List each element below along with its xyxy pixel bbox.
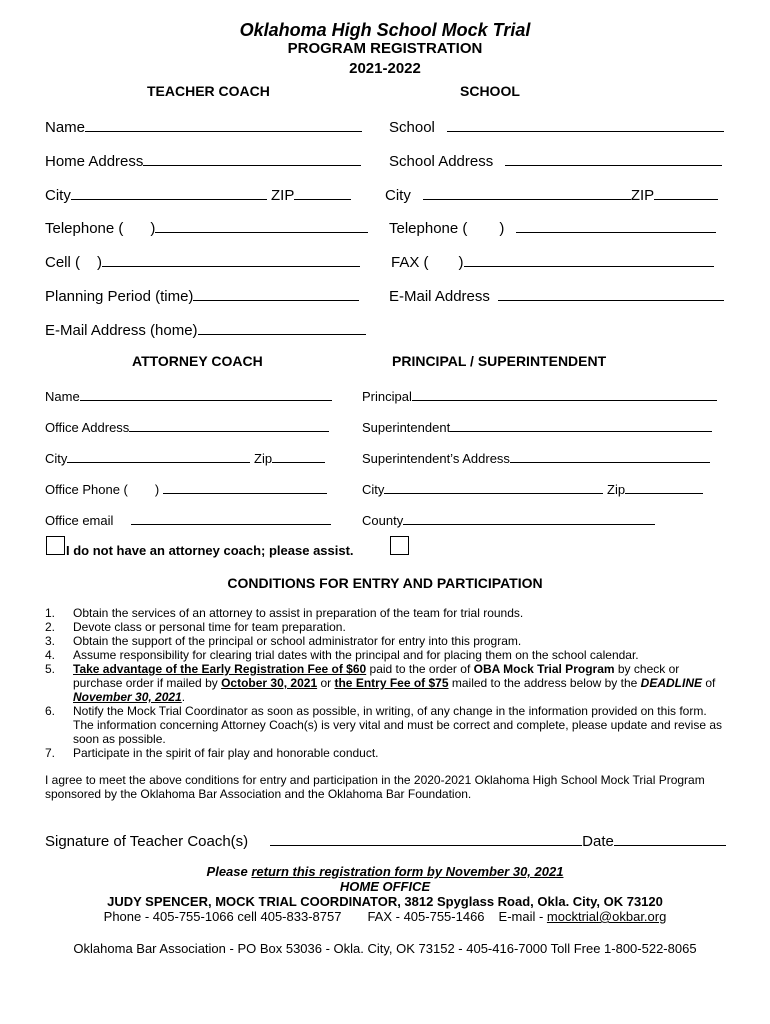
email-link[interactable]: mocktrial@okbar.org <box>546 909 667 924</box>
attorney-city-zip-field[interactable] <box>45 450 325 466</box>
teacher-city-zip-field[interactable] <box>45 185 351 204</box>
attorney-office-phone-paren: ) <box>154 482 160 497</box>
condition-item <box>45 662 725 704</box>
entry-fee-text: the Entry Fee of $75 <box>334 676 449 690</box>
superintendent-address-label: Superintendent’s Address <box>362 451 510 466</box>
school-telephone-field[interactable] <box>389 218 716 237</box>
condition-item <box>45 620 725 634</box>
school-fax-paren: ) <box>458 254 464 271</box>
attorney-coach-heading: ATTORNEY COACH <box>132 353 263 369</box>
school-zip-label: ZIP <box>630 187 655 204</box>
attorney-office-phone-label: Office Phone ( <box>45 482 128 497</box>
principal-heading: PRINCIPAL / SUPERINTENDENT <box>392 353 607 369</box>
school-email-label: E-Mail Address <box>389 288 490 305</box>
teacher-zip-label: ZIP <box>271 187 295 204</box>
teacher-telephone-paren: ) <box>150 220 156 237</box>
oba-address: Oklahoma Bar Association - PO Box 53036 - Okla. City, OK 73152 - 405-416-7000 Toll Free 1-800-522-8065 <box>73 941 697 956</box>
attorney-name-field[interactable] <box>45 388 332 404</box>
condition-text: of <box>702 676 716 690</box>
no-attorney-label: I do not have an attorney coach; please assist. <box>66 543 354 558</box>
condition-item <box>45 634 725 648</box>
teacher-name-label: Name <box>45 119 86 136</box>
conditions-heading: CONDITIONS FOR ENTRY AND PARTICIPATION <box>227 575 543 591</box>
signature-field[interactable] <box>45 831 726 850</box>
signature-label: Signature of Teacher Coach(s) <box>45 833 249 850</box>
school-fax-field[interactable] <box>391 252 714 271</box>
condition-number: 1. <box>45 606 56 620</box>
teacher-email-home-field[interactable] <box>45 320 366 339</box>
teacher-home-address-label: Home Address <box>45 153 144 170</box>
condition-text: paid to the order of <box>366 662 474 676</box>
attorney-office-phone-field[interactable] <box>45 481 327 497</box>
principal-city-label: City <box>362 482 385 497</box>
school-heading: SCHOOL <box>460 83 520 99</box>
form-title: Oklahoma High School Mock Trial <box>239 20 531 40</box>
condition-text: Obtain the support of the principal or school administrator for entry into this program. <box>73 634 522 648</box>
superintendent-address-field[interactable] <box>362 450 710 466</box>
condition-item <box>45 704 725 746</box>
attorney-office-address-field[interactable] <box>45 419 329 435</box>
no-attorney-checkbox-2[interactable] <box>390 536 409 555</box>
condition-number: 5. <box>45 662 56 676</box>
county-label: County <box>362 513 404 528</box>
condition-item <box>45 648 725 662</box>
school-address-field[interactable] <box>389 151 722 170</box>
teacher-cell-label: Cell ( <box>45 254 81 271</box>
condition-item <box>45 606 725 620</box>
date-label: Date <box>582 833 614 850</box>
return-instruction <box>0 864 770 879</box>
condition-number: 7. <box>45 746 56 760</box>
early-deadline-date: October 30, 2021 <box>221 676 318 690</box>
payee-name: OBA Mock Trial Program <box>473 662 615 676</box>
attorney-office-email-label: Office email <box>45 513 114 528</box>
school-telephone-paren: ) <box>499 220 505 237</box>
home-office-label: HOME OFFICE <box>339 879 431 894</box>
school-city-label: City <box>385 187 411 204</box>
school-name-field[interactable] <box>389 117 724 136</box>
condition-text: Assume responsibility for clearing trial dates with the principal and for placing them on the school calendar. <box>73 648 639 662</box>
superintendent-field[interactable] <box>362 419 712 435</box>
condition-number: 2. <box>45 620 56 634</box>
school-city-zip-field[interactable] <box>385 185 718 204</box>
agreement-text: I agree to meet the above conditions for entry and participation in the 2020-2021 Oklahoma High School Mock Trial Program sponsored by the Oklahoma Bar Association and the Oklahoma Bar Foundation. <box>45 773 705 801</box>
contact-line <box>0 909 770 924</box>
coordinator-address: JUDY SPENCER, MOCK TRIAL COORDINATOR, 3812 Spyglass Road, Okla. City, OK 73120 <box>107 894 663 909</box>
school-name-label: School <box>389 119 435 136</box>
condition-text: Participate in the spirit of fair play and honorable conduct. <box>73 746 379 760</box>
no-attorney-checkbox[interactable] <box>46 536 65 555</box>
condition-item <box>45 746 725 760</box>
condition-text: by check or purchase order if mailed by <box>73 662 680 690</box>
condition-text: . <box>181 690 186 704</box>
principal-label: Principal <box>362 389 412 404</box>
deadline-label: DEADLINE <box>640 676 702 690</box>
condition-text: Obtain the services of an attorney to assist in preparation of the team for trial rounds. <box>73 606 524 620</box>
teacher-planning-label: Planning Period (time) <box>45 288 194 305</box>
condition-text: or <box>317 676 335 690</box>
superintendent-label: Superintendent <box>362 420 451 435</box>
school-address-label: School Address <box>389 153 494 170</box>
attorney-name-label: Name <box>45 389 80 404</box>
condition-text: Devote class or personal time for team preparation. <box>73 620 346 634</box>
teacher-email-home-label: E-Mail Address (home) <box>45 322 198 339</box>
teacher-city-label: City <box>45 187 71 204</box>
early-fee-text: Take advantage of the Early Registration Fee of $60 <box>73 662 367 676</box>
phone-numbers: Phone - 405-755-1066 cell 405-833-8757 <box>103 909 342 924</box>
teacher-telephone-label: Telephone ( <box>45 220 124 237</box>
principal-zip-label: Zip <box>607 482 626 497</box>
condition-text: mailed to the address below by the <box>448 676 641 690</box>
school-email-field[interactable] <box>389 286 724 305</box>
principal-city-zip-field[interactable] <box>362 481 703 497</box>
teacher-planning-field[interactable] <box>45 286 359 305</box>
school-telephone-label: Telephone ( <box>389 220 468 237</box>
teacher-home-address-field[interactable] <box>45 151 361 170</box>
school-fax-label: FAX ( <box>391 254 429 271</box>
teacher-telephone-field[interactable] <box>45 218 368 237</box>
form-subtitle: PROGRAM REGISTRATION <box>287 40 483 57</box>
principal-field[interactable] <box>362 388 717 404</box>
return-prefix: Please <box>206 864 252 879</box>
condition-number: 3. <box>45 634 56 648</box>
teacher-name-field[interactable] <box>45 117 362 136</box>
return-deadline: return this registration form by November 30, 2021 <box>251 864 564 879</box>
attorney-office-address-label: Office Address <box>45 420 130 435</box>
email-prefix: E-mail - <box>498 909 547 924</box>
condition-number: 4. <box>45 648 56 662</box>
deadline-date: November 30, 2021 <box>73 690 182 704</box>
conditions-list <box>45 606 725 760</box>
attorney-city-label: City <box>45 451 68 466</box>
condition-text: Notify the Mock Trial Coordinator as soon as possible, in writing, of any change in the information provided on this form. The information concerning Attorney Coach(s) is very vital and must be correct and complete, please update and revise as soon as possible. <box>73 704 723 746</box>
teacher-coach-heading: TEACHER COACH <box>147 83 270 99</box>
attorney-zip-label: Zip <box>254 451 273 466</box>
fax-number: FAX - 405-755-1466 <box>367 909 485 924</box>
attorney-office-email-field[interactable] <box>45 512 331 528</box>
county-field[interactable] <box>362 512 655 528</box>
form-year: 2021-2022 <box>349 60 421 77</box>
condition-number: 6. <box>45 704 56 718</box>
teacher-cell-field[interactable] <box>45 252 360 271</box>
teacher-cell-paren: ) <box>97 254 103 271</box>
